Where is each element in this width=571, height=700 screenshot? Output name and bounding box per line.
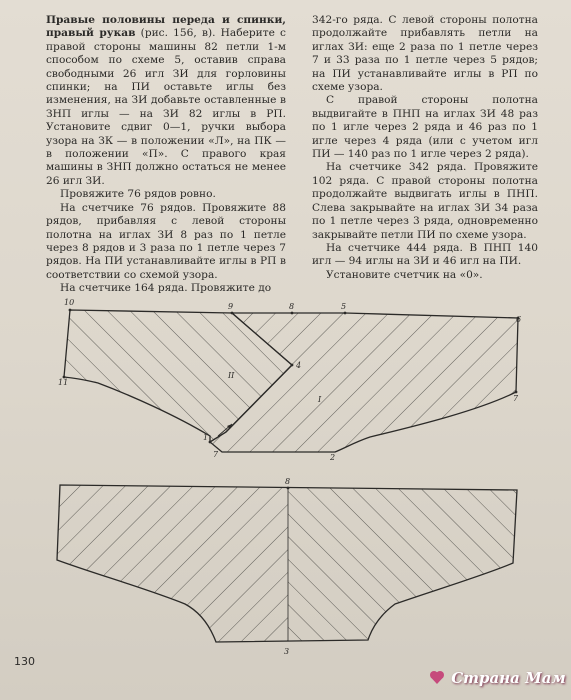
point-label: 7 [513, 394, 519, 403]
paragraph: Провяжите 76 рядов ровно. [60, 188, 216, 201]
point-marker [291, 364, 294, 367]
point-label: 4 [296, 361, 302, 370]
point-marker [69, 309, 72, 312]
section-heading: Правые половины переда и спинки, правый рукав [46, 14, 286, 40]
point-label: 2 [330, 453, 336, 462]
paragraph: На счетчике 342 ряда. Провяжите 102 ряда. С правой стороны полотна продолжайте выдвигать иглы в ПНП. Слева закрывайте на иглах ЗИ 34 раза по 1 петле через 3 ряда, одновременно закрывайте петли ПИ по схеме узора. [312, 161, 538, 241]
point-label: 10 [64, 298, 75, 307]
point-label: 1 [203, 433, 209, 442]
point-label: 3 [284, 647, 290, 656]
point-label: 7 [213, 450, 219, 459]
part-label: II [228, 371, 235, 380]
point-marker [344, 312, 347, 315]
point-marker [287, 487, 290, 490]
bottom-pattern-piece [57, 477, 517, 656]
point-marker [515, 391, 518, 394]
paragraph: На счетчике 76 рядов. Провяжите 88 рядов, прибавляя с левой стороны полотна на иглах ЗИ 8 раз по 1 петле через 8 рядов и 3 раза по 1 петле через 7 рядов. На ПИ устанавливайте иглы в РП в соответствии со схемой узора. [46, 201, 286, 281]
point-label: 8 [289, 302, 295, 311]
watermark-text: Страна Мам [451, 669, 566, 687]
point-label: 5 [341, 302, 347, 311]
point-marker [231, 312, 234, 315]
point-label: 8 [285, 477, 291, 486]
paragraph: 342-го ряда. С левой стороны полотна продолжайте прибавлять петли на иглах ЗИ: еще 2 раза по 1 петле через 7 и 33 раза по 1 петле через 5 рядов; на ПИ устанавливайте иглы в РП по схеме узора. [312, 14, 538, 94]
paragraph-text: (рис. 156, в). Наберите с правой стороны машины 82 петли 1-м способом по схеме 5, оставив справа свободными 26 игл ЗИ для горловины спинки; на ПИ оставьте иглы без изменения, на ЗИ добавьте оставленные в ЗНП иглы — на ЗИ 82 иглы в РП. Установите сдвиг 0—1, ручки выбора узора на ЗК — в положении «Л», на ПК — в положении «П». С правого края машины в ЗНП должно остаться не менее 26 игл ЗИ. [46, 27, 286, 187]
paragraph: На счетчике 444 ряда. В ПНП 140 игл — 94 иглы на ЗИ и 46 игл на ПИ. [312, 241, 538, 268]
paragraph: Установите счетчик на «0». [326, 268, 483, 281]
point-label: 6 [516, 315, 522, 324]
paragraph: На счетчике 164 ряда. Провяжите до [60, 282, 272, 295]
point-label: 9 [228, 302, 234, 311]
watermark [428, 668, 568, 694]
page-number: 130 [14, 655, 35, 668]
part-label: I [318, 395, 322, 404]
point-marker [209, 441, 212, 444]
paragraph: С правой стороны полотна выдвигайте в ПНП на иглах ЗИ 48 раз по 1 игле через 2 ряда и 46 раз по 1 игле через 4 ряда (или с учетом игл ПИ — 140 раз по 1 игле через 2 ряда). [312, 94, 538, 161]
heart-flower-icon [428, 668, 446, 686]
point-marker [291, 312, 294, 315]
point-label: 11 [58, 378, 69, 387]
top-pattern-piece [58, 298, 521, 462]
